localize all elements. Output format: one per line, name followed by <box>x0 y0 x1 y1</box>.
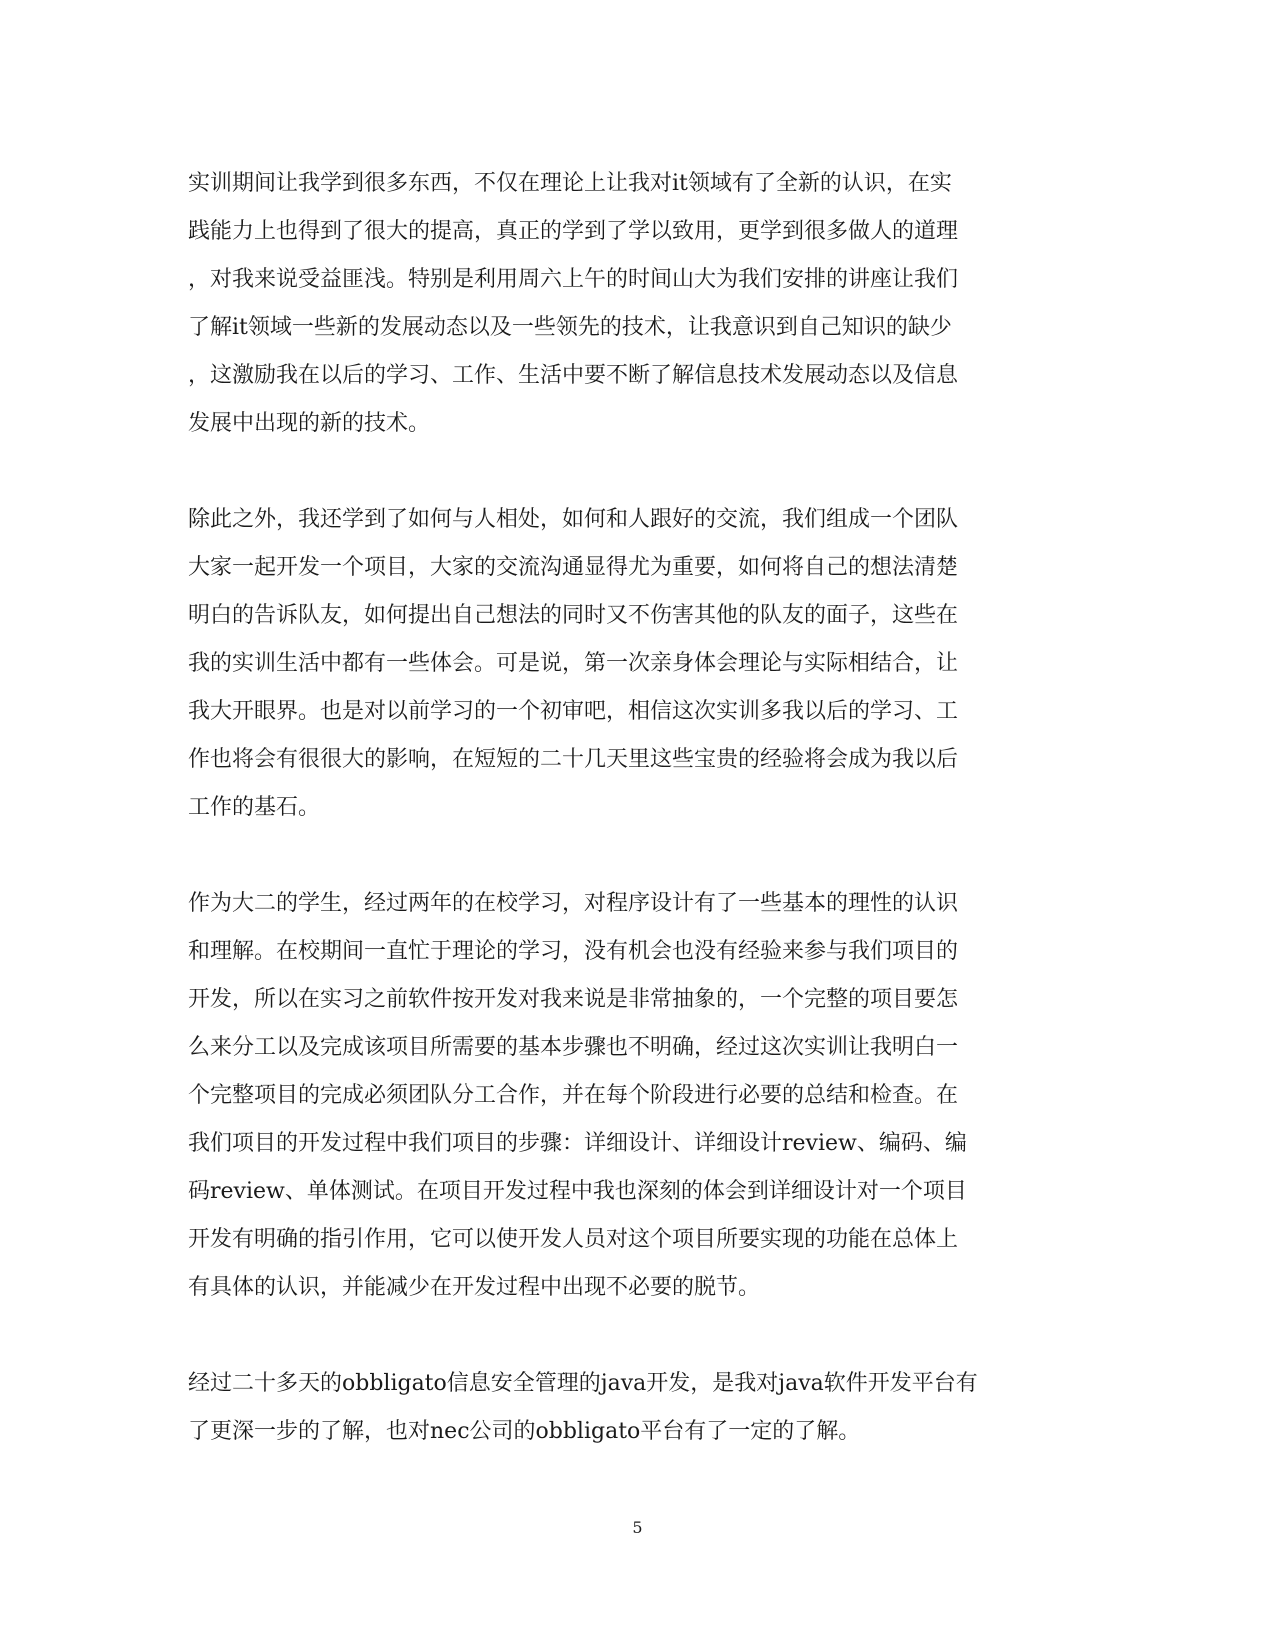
text-line: 明白的告诉队友，如何提出自己想法的同时又不伤害其他的队友的面子，这些在 <box>188 603 959 628</box>
text-line: 个完整项目的完成必须团队分工合作，并在每个阶段进行必要的总结和检查。在 <box>188 1083 959 1108</box>
text-line: 我大开眼界。也是对以前学习的一个初审吧，相信这次实训多我以后的学习、工 <box>188 699 959 724</box>
text-line: 作也将会有很很大的影响，在短短的二十几天里这些宝贵的经验将会成为我以后 <box>188 747 959 772</box>
body-text <box>188 160 1068 1504</box>
paragraph-3 <box>188 880 1068 1312</box>
text-line: 开发有明确的指引作用，它可以使开发人员对这个项目所要实现的功能在总体上 <box>188 1227 959 1252</box>
page-number: 5 <box>632 1518 643 1537</box>
text-line: 作为大二的学生，经过两年的在校学习，对程序设计有了一些基本的理性的认识 <box>188 891 959 916</box>
paragraph-2 <box>188 496 1068 832</box>
text-line: 除此之外，我还学到了如何与人相处，如何和人跟好的交流，我们组成一个团队 <box>188 507 959 532</box>
text-line: 工作的基石。 <box>188 795 321 820</box>
text-line: 践能力上也得到了很大的提高，真正的学到了学以致用，更学到很多做人的道理 <box>188 219 959 244</box>
text-line: 码review、单体测试。在项目开发过程中我也深刻的体会到详细设计对一个项目 <box>188 1179 967 1204</box>
text-line: 了更深一步的了解，也对nec公司的obbligato平台有了一定的了解。 <box>188 1419 861 1444</box>
paragraph-4 <box>188 1360 1068 1456</box>
text-line: 么来分工以及完成该项目所需要的基本步骤也不明确，经过这次实训让我明白一 <box>188 1035 959 1060</box>
text-line: 大家一起开发一个项目，大家的交流沟通显得尤为重要，如何将自己的想法清楚 <box>188 555 959 580</box>
text-line: 和理解。在校期间一直忙于理论的学习，没有机会也没有经验来参与我们项目的 <box>188 939 959 964</box>
text-line: 我们项目的开发过程中我们项目的步骤：详细设计、详细设计review、编码、编 <box>188 1131 967 1156</box>
text-line: ，这激励我在以后的学习、工作、生活中要不断了解信息技术发展动态以及信息 <box>188 363 959 388</box>
text-line: 实训期间让我学到很多东西，不仅在理论上让我对it领域有了全新的认识，在实 <box>188 171 952 196</box>
text-line: 经过二十多天的obbligato信息安全管理的java开发，是我对java软件开发平台有 <box>188 1371 978 1396</box>
text-line: 发展中出现的新的技术。 <box>188 411 431 436</box>
text-line: 了解it领域一些新的发展动态以及一些领先的技术，让我意识到自己知识的缺少 <box>188 315 952 340</box>
text-line: 我的实训生活中都有一些体会。可是说，第一次亲身体会理论与实际相结合，让 <box>188 651 959 676</box>
text-line: 有具体的认识，并能减少在开发过程中出现不必要的脱节。 <box>188 1275 761 1300</box>
paragraph-1 <box>188 160 1068 448</box>
text-line: ，对我来说受益匪浅。特别是利用周六上午的时间山大为我们安排的讲座让我们 <box>188 267 959 292</box>
text-line: 开发，所以在实习之前软件按开发对我来说是非常抽象的，一个完整的项目要怎 <box>188 987 959 1012</box>
